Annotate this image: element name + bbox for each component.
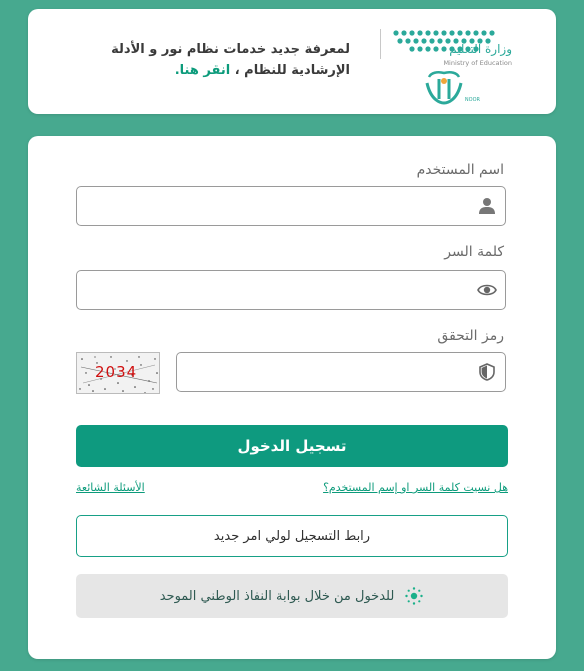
eye-icon[interactable] [477,280,497,300]
info-card [28,9,556,114]
shield-icon [477,362,497,382]
info-message: لمعرفة جديد خدمات نظام نور و الأدلة الإرشادية للنظام ، [111,42,350,78]
noor-label: NOOR [464,97,480,103]
login-card [28,136,556,659]
captcha-image [76,352,160,394]
user-icon [477,196,497,216]
password-field-wrapper[interactable] [76,270,506,310]
captcha-label: رمز التحقق [437,328,504,344]
nafath-button-label: للدخول من خلال بوابة النفاذ الوطني الموحد [159,588,395,604]
captcha-code: 2034 [95,363,138,381]
captcha-field-wrapper[interactable] [176,352,506,392]
ministry-name-english: Ministry of Education [443,59,512,67]
login-button[interactable]: تسجيل الدخول [76,425,508,467]
captcha-input[interactable] [183,354,477,392]
password-input[interactable] [83,272,477,310]
username-label: اسم المستخدم [416,162,504,178]
nafath-login-button[interactable] [76,574,508,618]
faq-link[interactable]: الأسئلة الشائعة [76,481,145,494]
header-divider [380,29,381,59]
register-parent-button[interactable]: رابط التسجيل لولي امر جديد [76,515,508,557]
ministry-name-arabic: وزارة التعليم [449,42,512,56]
nafath-logo-icon [404,586,424,606]
info-link[interactable]: انقر هنا. [174,63,231,78]
username-input[interactable] [83,188,477,226]
info-text [80,39,350,81]
username-field-wrapper[interactable] [76,186,506,226]
password-label: كلمة السر [444,244,504,260]
forgot-password-link[interactable]: هل نسيت كلمة السر او إسم المستخدم؟ [323,481,508,494]
